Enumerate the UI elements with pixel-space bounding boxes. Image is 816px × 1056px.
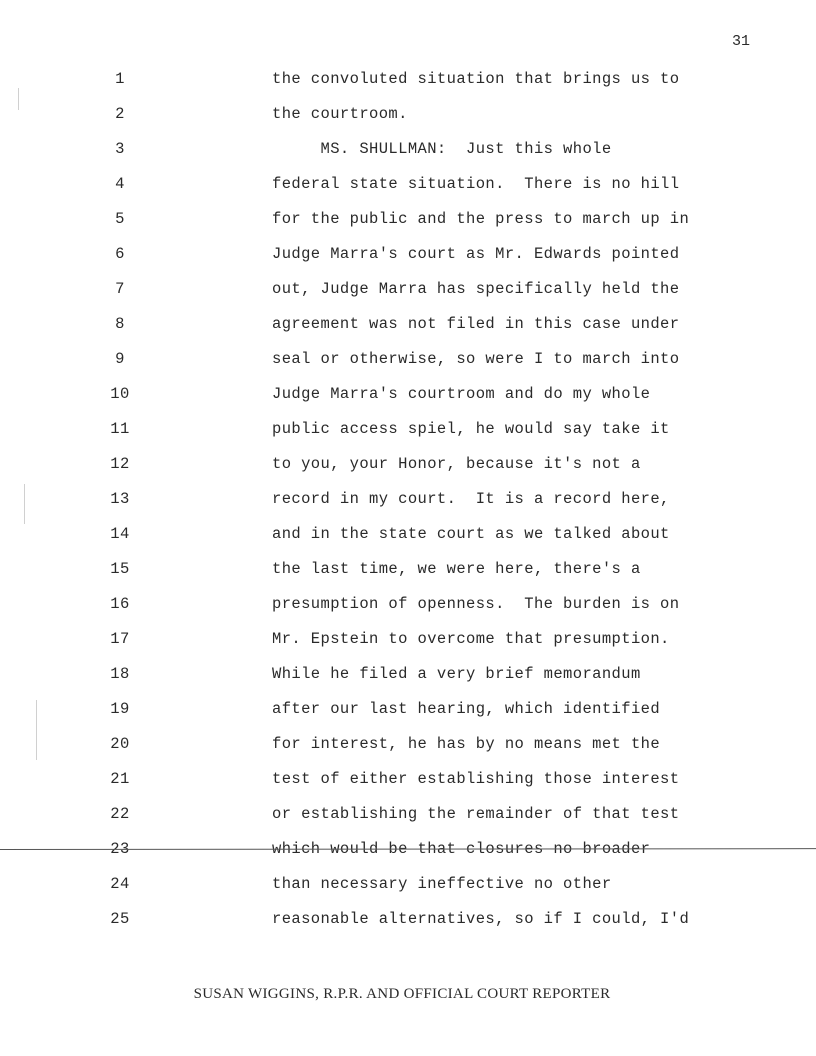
transcript-line [0, 587, 816, 622]
transcript-line [0, 62, 816, 97]
transcript-line [0, 272, 816, 307]
line-number: 5 [115, 210, 125, 228]
line-number: 23 [110, 840, 130, 858]
line-number: 9 [115, 350, 125, 368]
transcript-line [0, 657, 816, 692]
line-number: 25 [110, 910, 130, 928]
line-text: which would be that closures no broader [272, 840, 651, 858]
transcript-line [0, 167, 816, 202]
line-text: than necessary ineffective no other [272, 875, 612, 893]
line-text: seal or otherwise, so were I to march into [272, 350, 680, 368]
transcript-line [0, 517, 816, 552]
line-number: 13 [110, 490, 130, 508]
line-text: public access spiel, he would say take it [272, 420, 670, 438]
line-number: 21 [110, 770, 130, 788]
line-text: the convoluted situation that brings us to [272, 70, 680, 88]
line-number: 24 [110, 875, 130, 893]
line-number: 3 [115, 140, 125, 158]
line-text: to you, your Honor, because it's not a [272, 455, 641, 473]
line-number: 16 [110, 595, 130, 613]
transcript-line [0, 692, 816, 727]
line-number: 12 [110, 455, 130, 473]
line-number: 20 [110, 735, 130, 753]
line-number: 17 [110, 630, 130, 648]
line-number: 1 [115, 70, 125, 88]
line-number: 6 [115, 245, 125, 263]
line-number: 22 [110, 805, 130, 823]
line-number: 14 [110, 525, 130, 543]
line-text: agreement was not filed in this case under [272, 315, 680, 333]
line-text: for the public and the press to march up in [272, 210, 690, 228]
transcript-line [0, 727, 816, 762]
line-number: 8 [115, 315, 125, 333]
transcript-line [0, 237, 816, 272]
line-text: test of either establishing those interest [272, 770, 680, 788]
line-number: 15 [110, 560, 130, 578]
line-text: Mr. Epstein to overcome that presumption. [272, 630, 670, 648]
line-number: 4 [115, 175, 125, 193]
line-number: 10 [110, 385, 130, 403]
line-text: federal state situation. There is no hill [272, 175, 680, 193]
line-text: Judge Marra's courtroom and do my whole [272, 385, 651, 403]
page-number: 31 [731, 33, 750, 50]
transcript-line [0, 797, 816, 832]
line-number: 11 [110, 420, 130, 438]
line-number: 19 [110, 700, 130, 718]
line-number: 2 [115, 105, 125, 123]
line-text: presumption of openness. The burden is on [272, 595, 680, 613]
transcript-line [0, 552, 816, 587]
line-text: Judge Marra's court as Mr. Edwards pointed [272, 245, 680, 263]
line-text: out, Judge Marra has specifically held the [272, 280, 680, 298]
transcript-line [0, 342, 816, 377]
line-text: MS. SHULLMAN: Just this whole [272, 140, 612, 158]
transcript-line [0, 622, 816, 657]
line-text: for interest, he has by no means met the [272, 735, 661, 753]
transcript-line [0, 132, 816, 167]
line-text: reasonable alternatives, so if I could, I'd [272, 910, 690, 928]
line-text: the courtroom. [272, 105, 408, 123]
transcript-line [0, 902, 816, 937]
line-text: and in the state court as we talked about [272, 525, 670, 543]
line-text: the last time, we were here, there's a [272, 560, 641, 578]
reporter-footer: SUSAN WIGGINS, R.P.R. AND OFFICIAL COURT REPORTER [193, 986, 611, 1002]
line-number: 7 [115, 280, 125, 298]
transcript-line [0, 447, 816, 482]
transcript-line [0, 202, 816, 237]
transcript-line [0, 762, 816, 797]
transcript-line [0, 412, 816, 447]
transcript-line [0, 377, 816, 412]
line-number: 18 [110, 665, 130, 683]
line-text: after our last hearing, which identified [272, 700, 661, 718]
transcript-line [0, 307, 816, 342]
transcript-line [0, 97, 816, 132]
transcript-line [0, 867, 816, 902]
line-text: record in my court. It is a record here, [272, 490, 670, 508]
line-text: While he filed a very brief memorandum [272, 665, 641, 683]
line-text: or establishing the remainder of that test [272, 805, 680, 823]
transcript-line [0, 482, 816, 517]
